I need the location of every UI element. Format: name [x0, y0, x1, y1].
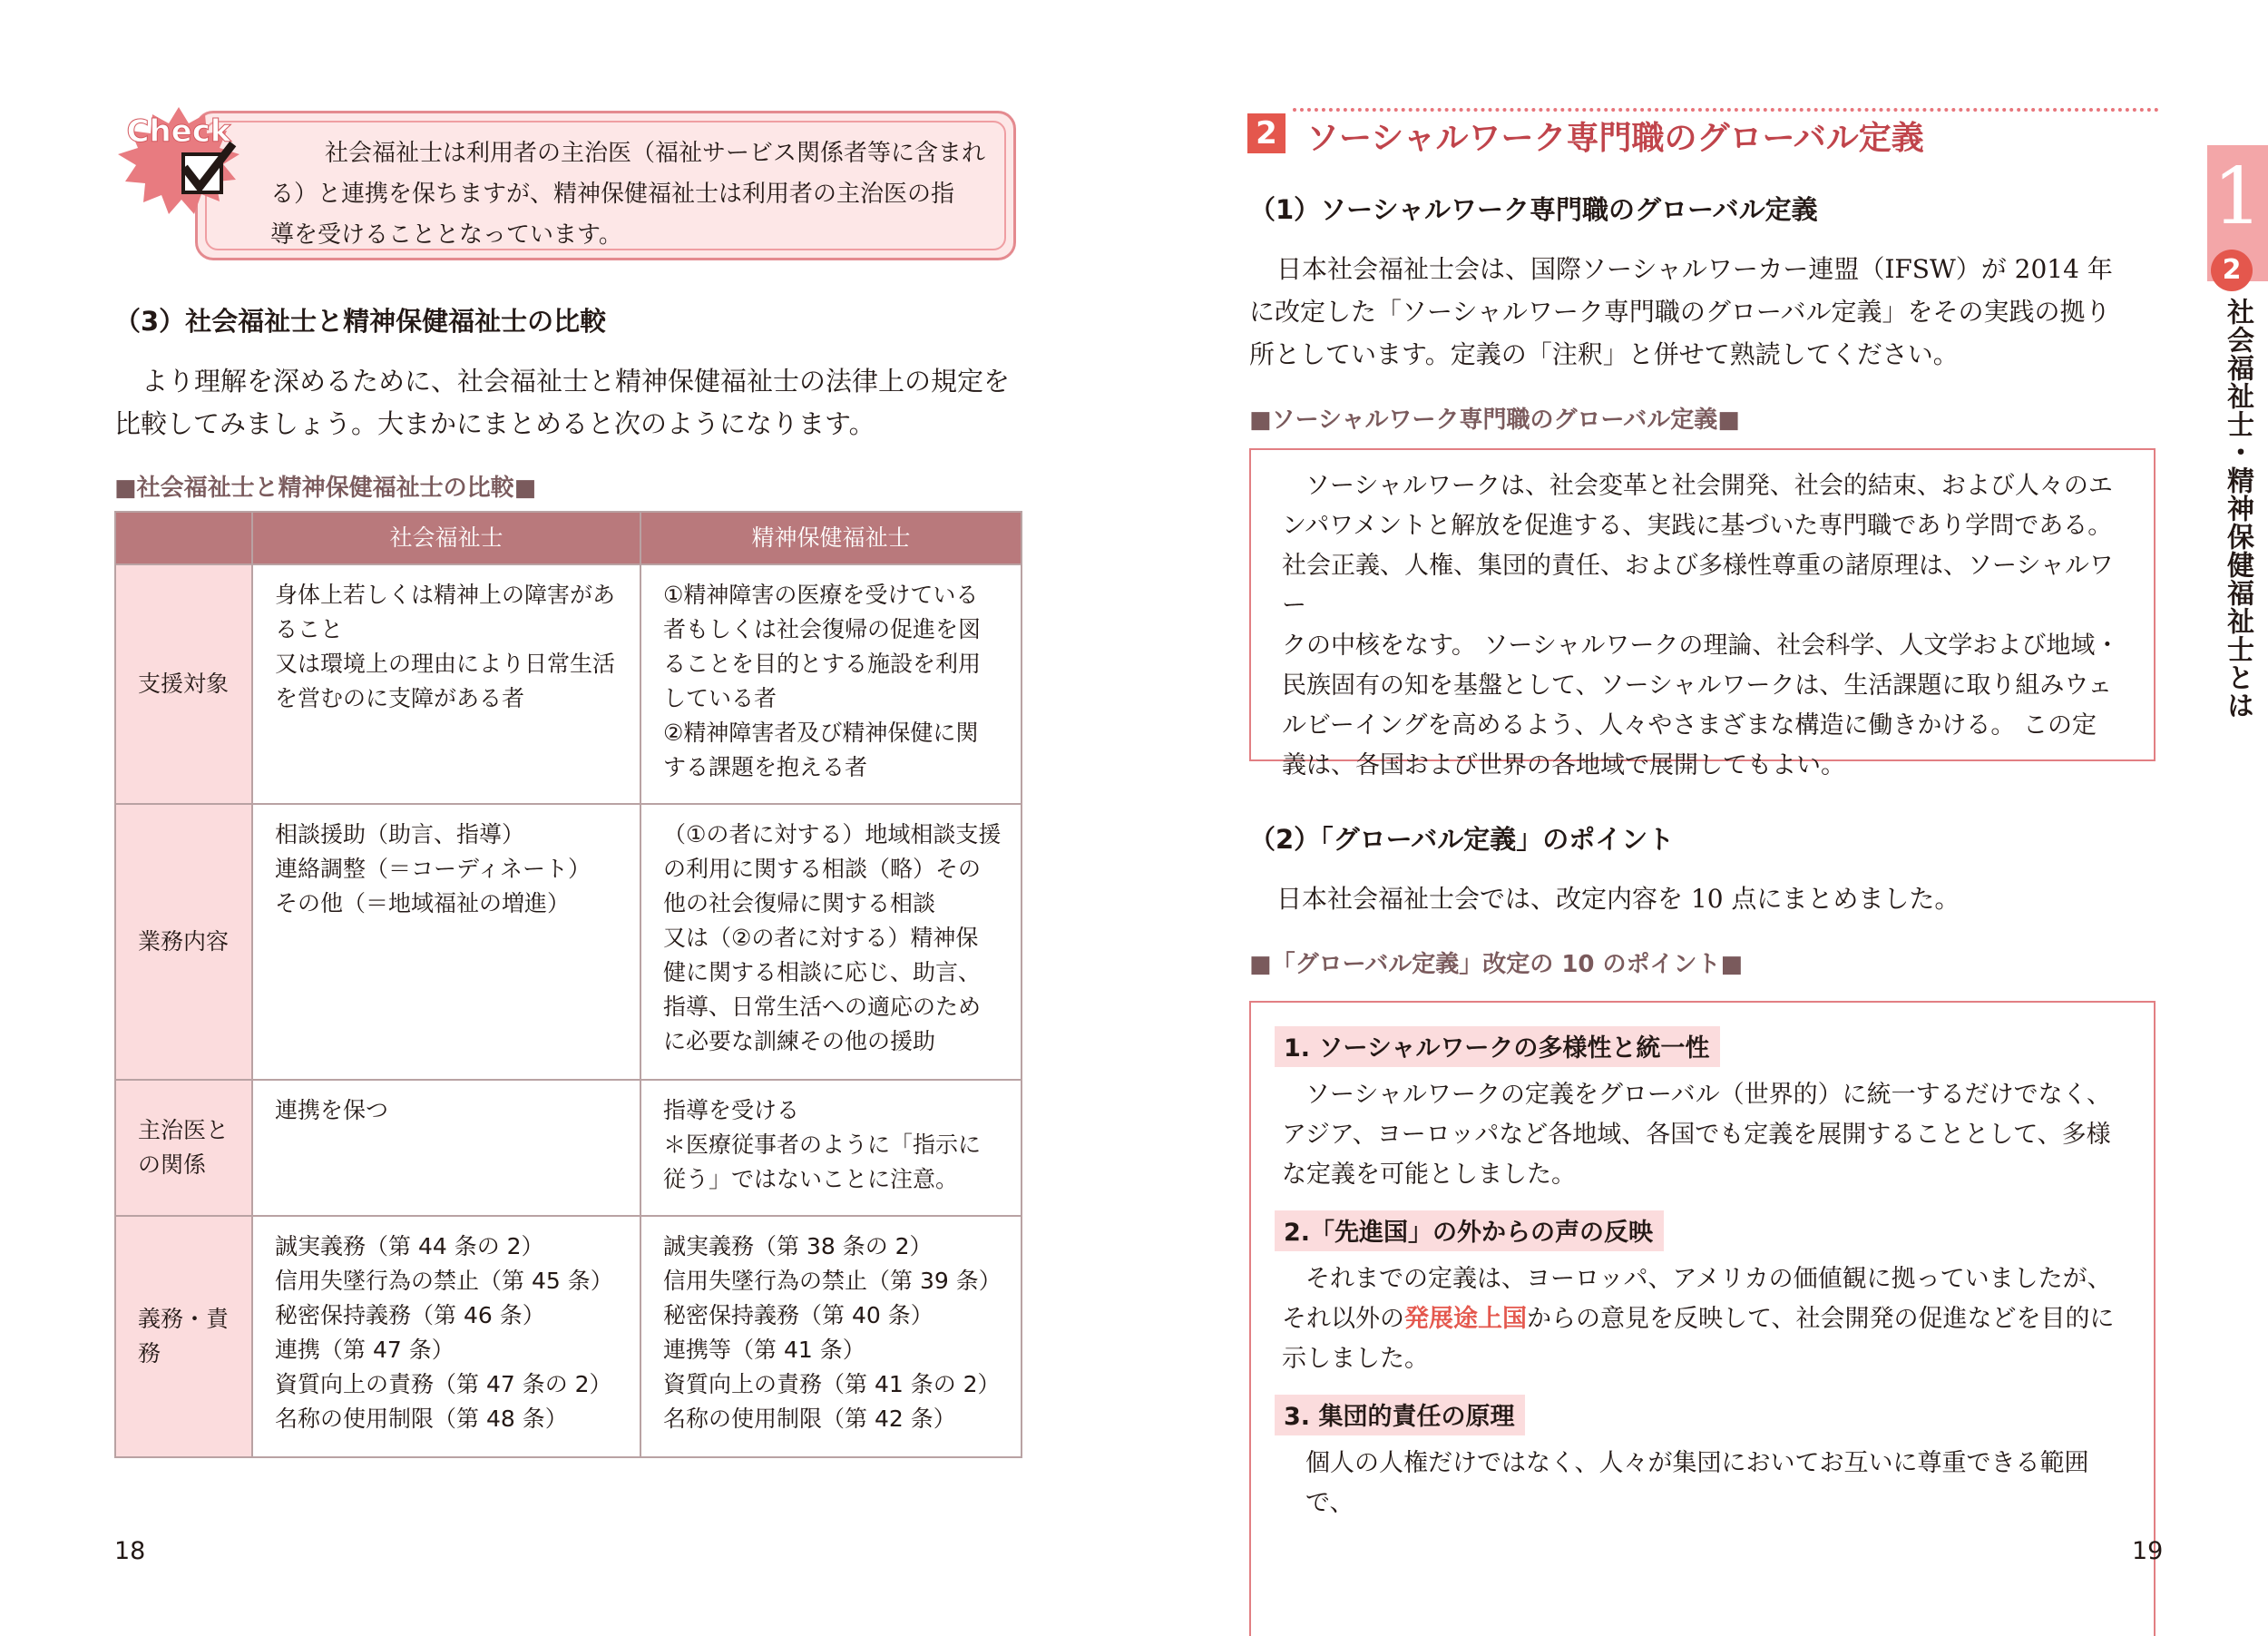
comparison-table: [114, 511, 1022, 1458]
cell-line: 連携（第 47 条）: [275, 1337, 455, 1363]
cell-line: 又は環境上の理由により日常生活: [275, 651, 616, 677]
definition-caption: ■ソーシャルワーク専門職のグローバル定義■: [1249, 407, 1740, 434]
paragraph-line: 所としています。定義の「注釈」と併せて熟読してください。: [1249, 339, 1959, 369]
definition-line: ンパワメントと解放を促進する、実践に基づいた専門職であり学問である。: [1282, 512, 2113, 540]
cell-line: 信用失墜行為の禁止（第 45 条）: [275, 1268, 613, 1294]
chapter-number: 1: [2213, 152, 2263, 242]
check-line: 社会福祉士は利用者の主治医（福祉サービス関係者等に含まれ: [325, 140, 986, 167]
row-label-line: の関係: [138, 1151, 207, 1178]
point-line-pre: それ以外の: [1282, 1305, 1404, 1333]
check-badge-label: Check: [126, 113, 231, 150]
row-label: [115, 1216, 252, 1457]
cell-line: ることを目的とする施設を利用: [663, 651, 982, 677]
cell-line: 身体上若しくは精神上の障害があ: [275, 582, 616, 608]
points-box: [1249, 1001, 2156, 1636]
row-label-line: 義務・責務: [138, 1306, 230, 1367]
point-body: [1282, 1075, 2128, 1195]
cell-line: ①精神障害の医療を受けている: [663, 582, 979, 608]
table-cell: [640, 1216, 1022, 1457]
cell-line: 誠実義務（第 44 条の 2）: [275, 1233, 544, 1259]
point-line: 個人の人権だけではなく、人々が集団においてお互いに尊重できる範囲で、: [1305, 1449, 2089, 1517]
cell-line: 名称の使用制限（第 48 条）: [275, 1406, 568, 1432]
table-header-cell: 社会福祉士: [252, 512, 640, 564]
subsection-2-text: 日本社会福祉士会では、改定内容を 10 点にまとめました。: [1276, 884, 1960, 914]
cell-line: する課題を抱える者: [663, 754, 868, 780]
cell-line: 名称の使用制限（第 42 条）: [663, 1406, 956, 1432]
cell-line: ②精神障害者及び精神保健に関: [663, 720, 979, 746]
check-callout: [195, 111, 1016, 260]
page-number-right: 19: [2132, 1537, 2164, 1565]
subsection-2-heading: （2）「グローバル定義」のポイント: [1249, 824, 1675, 855]
cell-line: 指導を受ける: [663, 1097, 800, 1123]
intro-paragraph: [1249, 248, 2161, 376]
row-label: [115, 1080, 252, 1216]
check-line: 導を受けることとなっています。: [270, 221, 622, 249]
cell-line: 秘密保持義務（第 40 条）: [663, 1302, 934, 1328]
section-3-heading: （3）社会福祉士と精神保健福祉士の比較: [114, 306, 607, 337]
section-3-paragraph: [114, 360, 1022, 446]
row-label-line: 業務内容: [138, 928, 230, 955]
cell-line: その他（＝地域福祉の増進）: [275, 890, 571, 916]
cell-line: 資質向上の責務（第 41 条の 2）: [663, 1371, 1001, 1397]
point-body: [1282, 1259, 2128, 1379]
cell-line: 相談援助（助言、指導）: [275, 821, 525, 847]
point-line-post: からの意見を反映して、社会開発の促進などを目的に: [1527, 1305, 2115, 1333]
cell-line: 健に関する相談に応じ、助言、: [663, 959, 982, 985]
table-cell: [252, 804, 640, 1080]
cell-line: 秘密保持義務（第 46 条）: [275, 1302, 545, 1328]
page-number-left: 18: [114, 1537, 146, 1565]
cell-line: に必要な訓練その他の援助: [663, 1028, 936, 1054]
cell-line: ること: [275, 616, 344, 642]
table-cell: [640, 804, 1022, 1080]
point-heading: 3. 集団的責任の原理: [1275, 1395, 1525, 1435]
cell-line: 他の社会復帰に関する相談: [663, 890, 936, 916]
cell-line: 連携を保つ: [275, 1097, 389, 1123]
cell-line: 者もしくは社会復帰の促進を図: [663, 616, 982, 642]
cell-line: 信用失墜行為の禁止（第 39 条）: [663, 1268, 1002, 1294]
point-line: [1282, 1299, 2128, 1339]
point-line: な定義を可能としました。: [1282, 1161, 1576, 1189]
row-label: [115, 804, 252, 1080]
cell-line: ＊医療従事者のように「指示に: [663, 1131, 982, 1158]
points-caption: ■「グローバル定義」改定の 10 のポイント■: [1249, 951, 1744, 978]
point-heading: 1. ソーシャルワークの多様性と統一性: [1275, 1026, 1720, 1067]
paragraph-line: 比較してみましょう。大まかにまとめると次のようになります。: [114, 408, 875, 439]
row-label-line: 主治医と: [138, 1117, 230, 1143]
table-header-cell: [115, 512, 252, 564]
table-cell: [252, 1216, 640, 1457]
chapter-side-title: 社会福祉士・精神保健福祉士とは: [2222, 298, 2253, 720]
check-line: る）と連携を保ちますが、精神保健福祉士は利用者の主治医の指: [270, 181, 955, 208]
definition-line: 民族固有の知を基盤として、ソーシャルワークは、生活課題に取り組みウェ: [1282, 671, 2113, 700]
section-circle-badge: 2: [2211, 250, 2253, 291]
cell-line: の利用に関する相談（略）その: [663, 856, 982, 882]
cell-line: 又は（②の者に対する）精神保: [663, 925, 979, 951]
table-row: [115, 1216, 1022, 1457]
point-line: アジア、ヨーロッパなど各地域、各国でも定義を展開することとして、多様: [1282, 1121, 2111, 1149]
cell-line: 連携等（第 41 条）: [663, 1337, 865, 1363]
table-row: [115, 804, 1022, 1080]
paragraph-line: より理解を深めるために、社会福祉士と精神保健福祉士の法律上の規定を: [142, 366, 1011, 397]
cell-line: 誠実義務（第 38 条の 2）: [663, 1233, 933, 1259]
paragraph-line: に改定した「ソーシャルワーク専門職のグローバル定義」をその実践の拠り: [1249, 297, 2111, 327]
table-cell: [640, 564, 1022, 804]
definition-line: 社会正義、人権、集団的責任、および多様性尊重の諸原理は、ソーシャルワー: [1282, 552, 2114, 620]
table-cell: [640, 1080, 1022, 1216]
definition-line: ソーシャルワークは、社会変革と社会開発、社会的結束、および人々のエ: [1305, 472, 2113, 500]
cell-line: している者: [663, 685, 777, 711]
table-cell: [252, 564, 640, 804]
point-heading: 2.「先進国」の外からの声の反映: [1275, 1210, 1664, 1251]
cell-line: 従う」ではないことに注意。: [663, 1166, 959, 1192]
cell-line: 資質向上の責務（第 47 条の 2）: [275, 1371, 612, 1397]
title-dotted-rule: [1293, 108, 2159, 112]
point-body: [1282, 1444, 2128, 1523]
row-label-line: 支援対象: [138, 671, 230, 697]
table-row: [115, 1080, 1022, 1216]
point-line: 示しました。: [1282, 1345, 1429, 1373]
section-number-badge: 2: [1247, 113, 1286, 153]
definition-text: [1282, 466, 2136, 786]
cell-line: を営むのに支障がある者: [275, 685, 525, 711]
cell-line: 連絡調整（＝コーディネート）: [275, 856, 591, 882]
cell-line: （①の者に対する）地域相談支援: [663, 821, 1002, 847]
subsection-1-heading: （1）ソーシャルワーク専門職のグローバル定義: [1249, 194, 1818, 225]
definition-line: クの中核をなす。 ソーシャルワークの理論、社会科学、人文学および地域・: [1282, 632, 2120, 660]
table-caption: ■社会福祉士と精神保健福祉士の比較■: [114, 475, 537, 502]
check-callout-text: [270, 133, 986, 256]
paragraph-line: 日本社会福祉士会は、国際ソーシャルワーカー連盟（IFSW）が 2014 年: [1276, 254, 2113, 284]
definition-line: ルビーイングを高めるよう、人々やさまざまな構造に働きかける。 この定: [1282, 711, 2097, 740]
section-title: ソーシャルワーク専門職のグローバル定義: [1306, 120, 1924, 157]
point-line: ソーシャルワークの定義をグローバル（世界的）に統一するだけでなく、: [1305, 1081, 2112, 1109]
check-badge-icon: [111, 107, 247, 216]
point-line: それまでの定義は、ヨーロッパ、アメリカの価値観に拠っていましたが、: [1305, 1265, 2112, 1293]
definition-line: 義は、各国および世界の各地域で展開してもよい。: [1282, 751, 1845, 779]
table-cell: [252, 1080, 640, 1216]
table-header-cell: 精神保健福祉士: [640, 512, 1022, 564]
row-label: [115, 564, 252, 804]
table-row: [115, 564, 1022, 804]
definition-box: [1249, 448, 2156, 779]
cell-line: 指導、日常生活への適応のため: [663, 994, 982, 1020]
emphasis-term: 発展途上国: [1404, 1305, 1527, 1333]
table-header-row: [115, 512, 1022, 564]
